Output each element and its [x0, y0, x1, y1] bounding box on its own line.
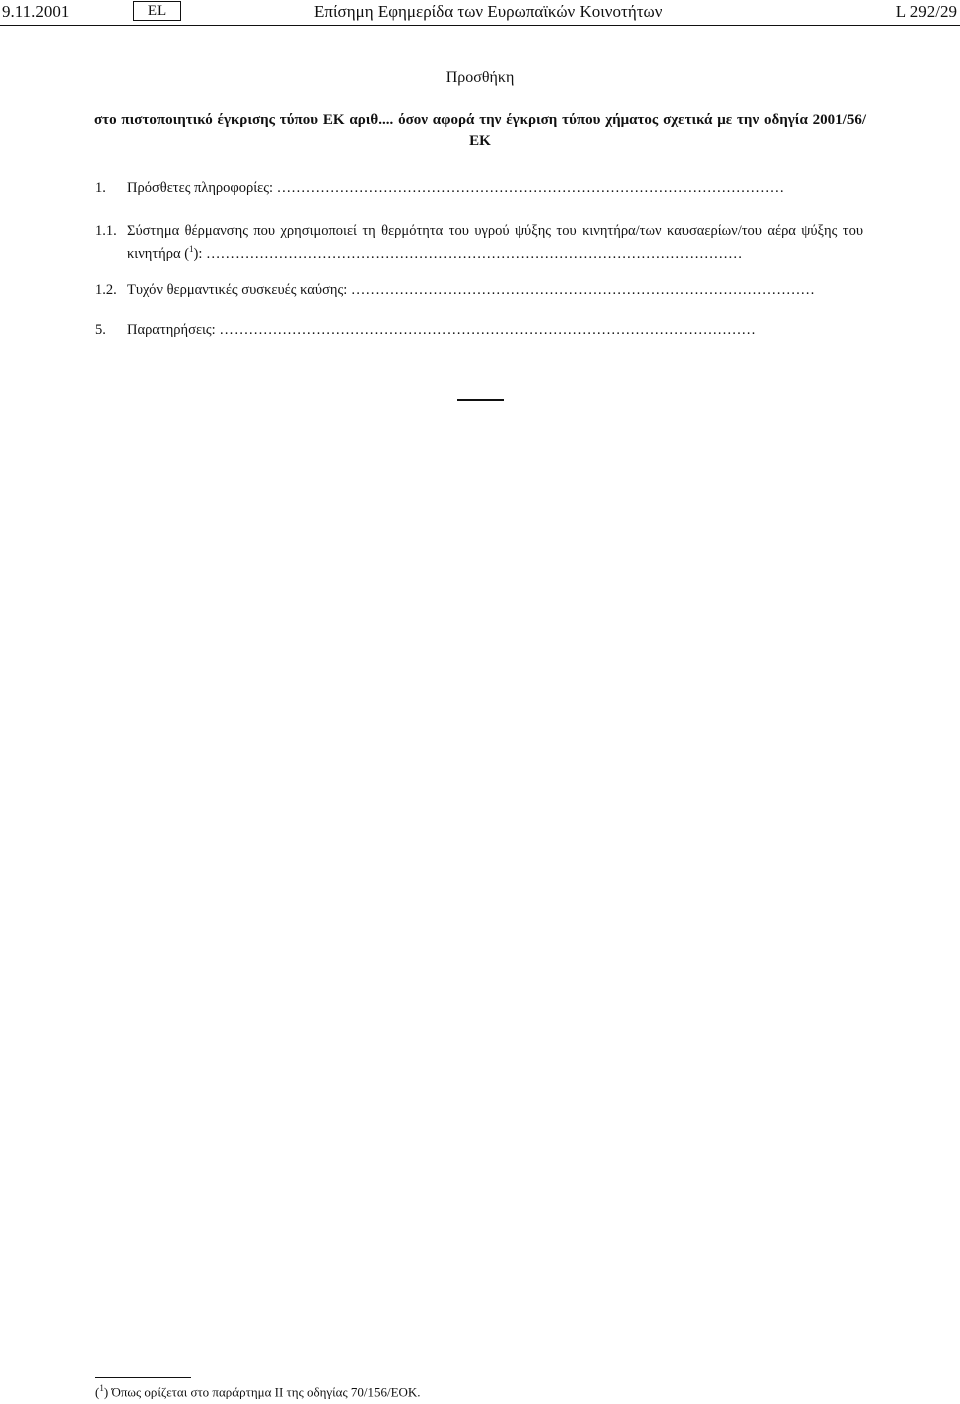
footnote-ref: 1 — [189, 244, 194, 254]
item-label: Παρατηρήσεις: — [127, 322, 216, 338]
annex-title: Προσθήκη — [445, 69, 515, 86]
item-label: Πρόσθετες πληροφορίες: — [127, 180, 273, 196]
item-number: 5. — [95, 322, 106, 338]
item-label-end: ): — [193, 245, 203, 262]
footnote: ($^1$) Όπως ορίζεται στο παράρτημα II της οδηγίας 70/156/ΕΟΚ. — [95, 1383, 421, 1400]
item-number: 1.2. — [95, 282, 117, 298]
annex-subtitle: στο πιστοποιητικό έγκρισης τύπου ΕΚ αριθ.... όσον αφορά την έγκριση τύπου χήματος σχετικά με την οδηγία 2001/56/ΕΚ — [94, 112, 866, 149]
item-heating-system — [95, 222, 863, 262]
item-number: 1. — [95, 180, 106, 196]
header-date: 9.11.2001 — [2, 2, 70, 21]
footnote-text: Όπως ορίζεται στο παράρτημα II της οδηγίας 70/156/ΕΟΚ. — [111, 1384, 421, 1400]
item-label: Σύστημα θέρμανσης που χρησιμοποιεί τη θερμότητα του υγρού ψύξης του κινητήρα/των καυσαερίων/του αέρα ψύξης του κινητήρα ( — [127, 223, 863, 262]
footnote-rule — [95, 1377, 191, 1378]
fill-line: …………………………………………………………………………………………… — [276, 180, 785, 196]
header-journal-title: Επίσημη Εφημερίδα των Ευρωπαϊκών Κοινοτήτων — [314, 2, 663, 21]
fill-line: …………………………………………………………………………………… — [350, 282, 815, 298]
end-rule — [457, 399, 504, 401]
header-language-box: EL — [133, 1, 181, 21]
fill-line: ………………………………………………………………………………………………… — [219, 322, 756, 338]
fill-line: ………………………………………………………………………………………………… — [206, 245, 743, 262]
item-label: Τυχόν θερμαντικές συσκευές καύσης: — [127, 282, 348, 298]
header-page-ref: L 292/29 — [895, 2, 957, 21]
item-number: 1.1. — [95, 223, 117, 239]
footnote-marker: 1 — [99, 1383, 104, 1393]
header-rule — [0, 25, 960, 26]
